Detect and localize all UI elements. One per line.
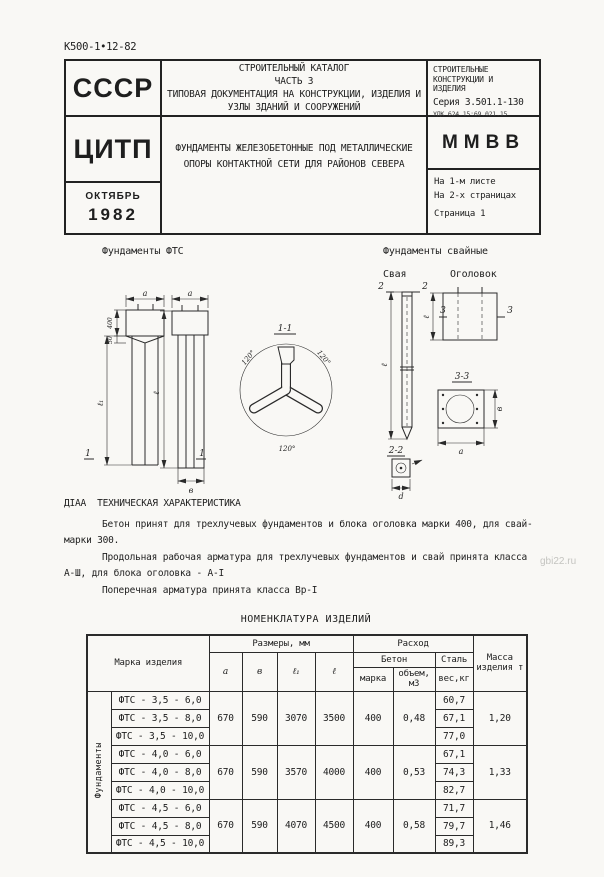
catalog-line: ТИПОВАЯ ДОКУМЕНТАЦИЯ НА КОНСТРУКЦИИ, ИЗДЕЛИЯ И [167,89,421,100]
angle-120-label: 120° [315,348,333,367]
section-mark-3: 3 [440,306,446,316]
table-header [87,635,527,691]
value-ves: 79,7 [435,817,473,835]
dim-30-label: 30 [107,336,114,344]
issue-month: ОКТЯБРЬ [85,191,141,202]
sheet-info [428,170,539,233]
value-b: 590 [242,745,277,799]
header-stal-ves: вес,кг [435,667,473,691]
value-ves: 71,7 [435,799,473,817]
tech-paragraph [64,583,544,600]
value-obem: 0,48 [393,691,435,745]
subject-line: ОПОРЫ КОНТАКТНОЙ СЕТИ ДЛЯ РАЙОНОВ СЕВЕРА [183,159,405,170]
table-row [87,745,527,763]
value-massa: 1,46 [473,799,527,853]
value-ves: 67,1 [435,709,473,727]
header-beton-obem: объем, м3 [393,667,435,691]
technical-characteristics [64,496,544,599]
dim-l-label: ℓ [152,391,161,395]
tech-line: Поперечная арматура принята класса Вр-I [102,584,318,596]
value-a: 670 [209,799,242,853]
label-pile: Свая [383,269,407,280]
row-group-label: Фундаменты [94,742,105,799]
section-mark-1: 1 [199,449,205,459]
value-ves: 82,7 [435,781,473,799]
drawing-title-piles: Фундаменты свайные [383,246,488,257]
technical-drawings [60,243,545,501]
dim-l-label: ℓ [422,315,431,319]
value-massa: 1,33 [473,745,527,799]
value-l1: 3070 [277,691,315,745]
value-ves: 77,0 [435,727,473,745]
dim-l-label: ℓ [380,363,389,367]
value-ves: 60,7 [435,691,473,709]
tech-line: А-Ш, для блока оголовка - А-I [64,568,225,579]
product-mark: ФТС - 4,5 - 6,0 [111,799,209,817]
header-razmery: Размеры, мм [209,635,353,652]
product-mark: ФТС - 3,5 - 6,0 [111,691,209,709]
value-a: 670 [209,691,242,745]
section-3-3-title: 3-3 [454,372,470,382]
value-obem: 0,53 [393,745,435,799]
header-col-b: в [242,652,277,691]
catalog-line: УЗЛЫ ЗДАНИЙ И СООРУЖЕНИЙ [227,102,361,113]
classification-block [428,61,539,117]
doc-code: К500-1•12-82 [64,41,137,53]
section-mark-2: 2 [422,282,428,292]
series-number: Серия 3.501.1-130 [433,96,524,108]
value-l: 4000 [315,745,353,799]
value-l1: 4070 [277,799,315,853]
pile-cap-drawing [422,287,513,340]
sheet-info-line: На 1-м листе [434,177,496,187]
pile-drawing [377,282,428,439]
label-cap: Оголовок [450,269,497,280]
tech-line: Бетон принят для трехлучевых фундаментов и блока оголовка марки 400, для свай- [102,518,533,530]
header-stamp [64,59,541,235]
section-2-2-drawing [387,446,422,501]
value-l: 4500 [315,799,353,853]
catalog-title [162,61,426,117]
section-1-1-drawing [240,324,332,453]
issue-year: 1982 [88,205,138,224]
org-citp: ЦИТП [66,117,160,183]
value-a: 670 [209,745,242,799]
classification-line: КОНСТРУКЦИИ И [433,74,494,84]
header-beton: Бетон [353,652,435,667]
classification-line: СТРОИТЕЛЬНЫЕ [433,65,489,74]
header-col-l1: ℓ₁ [277,652,315,691]
product-mark: ФТС - 4,0 - 10,0 [111,781,209,799]
nomenclature-table [86,634,528,854]
dim-a-label: а [142,289,148,298]
section-mark-2: 2 [378,282,384,292]
product-mark: ФТС - 4,0 - 8,0 [111,763,209,781]
product-mark: ФТС - 3,5 - 8,0 [111,709,209,727]
header-col-l: ℓ [315,652,353,691]
nomenclature-body [87,691,527,853]
dim-400-label: 400 [107,317,114,329]
value-b: 590 [242,691,277,745]
product-mark: ФТС - 3,5 - 10,0 [111,727,209,745]
header-right-column [428,61,539,233]
table-title: НОМЕНКЛАТУРА ИЗДЕЛИЙ [240,614,372,625]
sheet-info-line: На 2-х страницах [434,191,516,201]
foundation-column-drawing-2 [152,289,208,495]
dim-d-label: d [398,492,404,501]
header-col-a: а [209,652,242,691]
value-ves: 67,1 [435,745,473,763]
header-stal: Сталь [435,652,473,667]
section-2-2-title: 2-2 [388,446,404,456]
org-sssr: СССР [66,61,160,117]
tech-line: Продольная рабочая арматура для трехлучевых фундаментов и свай принята класса [102,551,528,563]
tech-heading: ДIAA ТЕХНИЧЕСКАЯ ХАРАКТЕРИСТИКА [64,498,241,509]
stamp-code: ММВВ [428,117,539,170]
catalog-line: ЧАСТЬ 3 [274,76,314,87]
dim-a-label: а [458,447,464,456]
dim-b-label: в [495,406,504,412]
tech-paragraph [64,550,544,583]
section-mark-3: 3 [507,306,513,316]
foundation-column-drawing-1 [84,289,206,465]
document-subject [162,117,426,233]
section-mark-1: 1 [85,449,91,459]
header-rashod: Расход [353,635,473,652]
value-obem: 0,58 [393,799,435,853]
table-row [87,799,527,817]
header-massa: Масса изделия т [473,635,527,691]
value-beton_marka: 400 [353,745,393,799]
row-group-band [87,691,111,853]
tech-line: марки 300. [64,535,120,546]
udk-code: УДК 624.15:69.021.15 [433,110,508,118]
value-l1: 3570 [277,745,315,799]
product-mark: ФТС - 4,5 - 10,0 [111,835,209,853]
dim-b-label: в [188,486,194,495]
section-1-1-title: 1-1 [277,324,293,334]
tech-paragraph [64,517,544,550]
product-mark: ФТС - 4,5 - 8,0 [111,817,209,835]
value-beton_marka: 400 [353,799,393,853]
angle-120-label: 120° [239,348,257,367]
header-left-column [66,61,160,233]
product-mark: ФТС - 4,0 - 6,0 [111,745,209,763]
dim-l1-label: ℓ₁ [96,399,105,407]
value-massa: 1,20 [473,691,527,745]
classification-line: ИЗДЕЛИЯ [433,84,466,93]
drawing-title-fts: Фундаменты ФТС [102,246,184,257]
page-number: Страница 1 [434,209,486,219]
value-beton_marka: 400 [353,691,393,745]
section-3-3-drawing [438,372,504,456]
watermark: gbi22.ru [540,556,577,567]
value-ves: 89,3 [435,835,473,853]
header-beton-marka: марка [353,667,393,691]
issue-date [66,183,160,233]
subject-line: ФУНДАМЕНТЫ ЖЕЛЕЗОБЕТОННЫЕ ПОД МЕТАЛЛИЧЕСКИЕ [175,143,413,154]
header-marka: Марка изделия [87,635,209,691]
header-middle-column [160,61,428,233]
catalog-line: СТРОИТЕЛЬНЫЙ КАТАЛОГ [238,63,350,74]
dim-a-label: а [187,289,193,298]
value-ves: 74,3 [435,763,473,781]
value-b: 590 [242,799,277,853]
table-row [87,691,527,709]
angle-120-label: 120° [278,445,296,453]
value-l: 3500 [315,691,353,745]
